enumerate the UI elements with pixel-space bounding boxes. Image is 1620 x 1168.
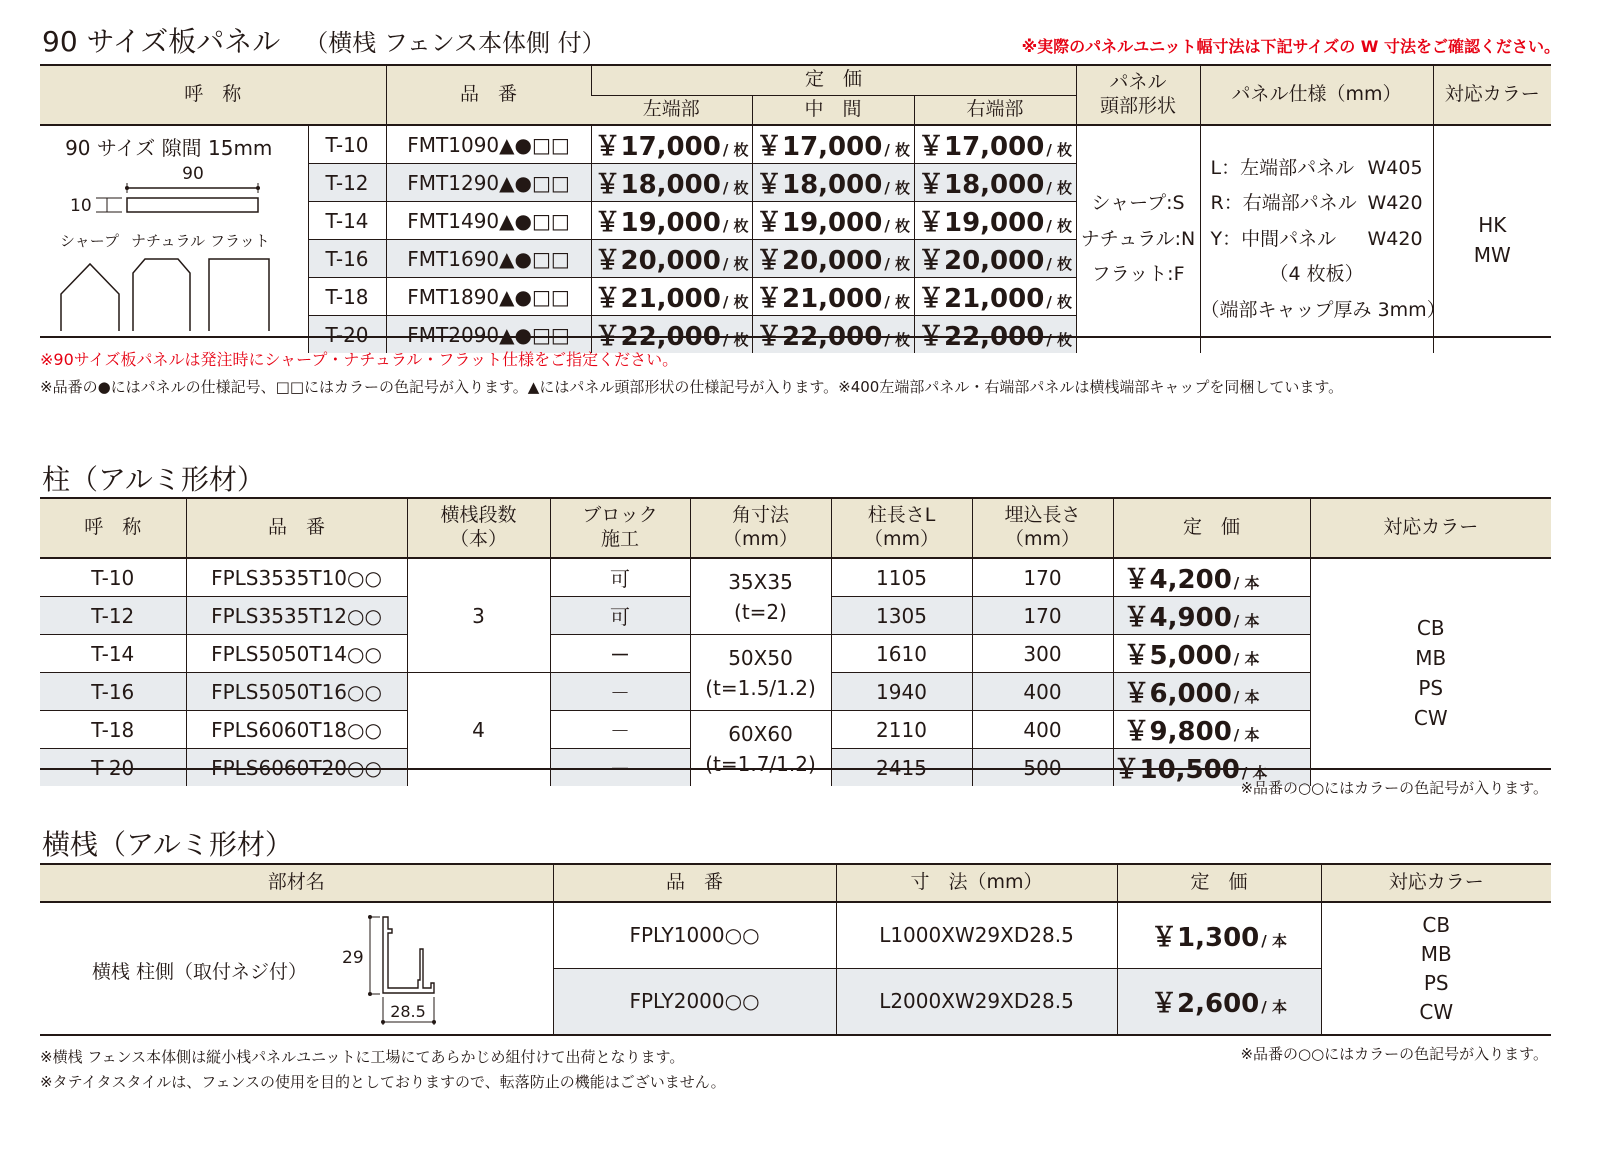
colors-cell	[1310, 558, 1551, 786]
price-unit: / 本	[1233, 650, 1260, 668]
length-cell: 1105	[831, 558, 972, 597]
price-cell	[1117, 968, 1321, 1034]
price-right	[914, 240, 1076, 278]
price-unit: / 枚	[1046, 293, 1073, 311]
diagram-caption: 90 サイズ 隙間 15mm	[65, 136, 273, 160]
part-no-cell: FMT1090▲●□□	[386, 125, 591, 164]
spec-value: W420	[1367, 192, 1423, 215]
embed-cell: 400	[972, 711, 1113, 749]
shape-label-sharp: シャープ	[60, 232, 119, 250]
price-unit: / 本	[1261, 931, 1287, 950]
dim-line: (t=1.5/1.2)	[705, 675, 816, 700]
post-price-table	[40, 497, 1551, 786]
price-left-value: ￥22,000	[594, 322, 721, 352]
price-right	[914, 202, 1076, 240]
spec-value: W405	[1367, 156, 1423, 179]
spec-label: Y：中間パネル	[1210, 227, 1337, 250]
header-block	[550, 498, 690, 558]
price-cell	[1113, 711, 1310, 749]
color-code: CW	[1419, 999, 1454, 1024]
price-right-value: ￥17,000	[918, 132, 1045, 162]
section-size-cell	[690, 635, 831, 711]
header-left-end: 左端部	[591, 95, 752, 125]
panel-diagram-cell	[40, 125, 308, 353]
price-middle-value: ￥17,000	[755, 132, 883, 162]
embed-cell: 500	[972, 749, 1113, 787]
price-right-value: ￥21,000	[918, 284, 1045, 314]
price-middle-value: ￥18,000	[755, 170, 883, 200]
dims-cell: L2000XW29XD28.5	[836, 968, 1117, 1034]
member-name: 横桟 柱側（取付ネジ付）	[92, 961, 308, 983]
price-middle	[752, 240, 914, 278]
part-no-cell: FPLS3535T12○○	[186, 597, 407, 635]
price-middle-value: ￥20,000	[755, 246, 883, 276]
panel-subtitle-text: （横桟 フェンス本体側 付）	[304, 29, 606, 57]
price-unit: / 枚	[1046, 179, 1073, 197]
price-unit: / 枚	[722, 331, 749, 349]
price-left-value: ￥17,000	[594, 132, 721, 162]
price-left	[591, 125, 752, 164]
price-right-value: ￥18,000	[918, 170, 1045, 200]
color-code: CB	[1422, 912, 1451, 937]
header-line: （mm）	[1004, 528, 1081, 550]
block-cell: －	[550, 711, 690, 749]
price-middle	[752, 202, 914, 240]
panel-section-title	[42, 20, 606, 60]
part-no-cell: FMT2090▲●□□	[386, 316, 591, 354]
table-row	[40, 558, 1551, 597]
price-left-value: ￥19,000	[594, 208, 721, 238]
size-cell: T-12	[308, 164, 386, 202]
size-cell: T-16	[308, 240, 386, 278]
section-size-cell	[690, 711, 831, 787]
color-code: CW	[1413, 705, 1448, 730]
price-unit: / 枚	[1046, 217, 1073, 235]
price-right	[914, 316, 1076, 354]
header-post-length	[831, 498, 972, 558]
color-code: PS	[1418, 675, 1444, 700]
part-no-cell: FMT1490▲●□□	[386, 202, 591, 240]
price-unit: / 本	[1233, 726, 1260, 744]
price-unit: / 枚	[722, 255, 749, 273]
price-right-value: ￥22,000	[918, 322, 1045, 352]
color-code: CB	[1416, 615, 1445, 640]
svg-text:10: 10	[70, 196, 92, 216]
embed-cell: 300	[972, 635, 1113, 673]
head-shape-cell	[1076, 125, 1200, 353]
color-code: HK	[1478, 212, 1507, 237]
length-cell: 2415	[831, 749, 972, 787]
table-row	[40, 125, 1551, 164]
color-code: MB	[1415, 645, 1447, 670]
header-colors: 対応カラー	[1433, 65, 1551, 125]
price-unit: / 枚	[884, 141, 911, 159]
section-size-cell	[690, 558, 831, 635]
panel-code-note: ※品番の●にはパネルの仕様記号、□□にはカラーの色記号が入ります。▲にはパネル頭部形状の仕様記号が入ります。※400左端部パネル・右端部パネルは横桟端部キャップを同梱しています。	[40, 378, 1344, 396]
size-cell: T-12	[40, 597, 186, 635]
price-unit: / 枚	[884, 179, 911, 197]
price-cell	[1117, 902, 1321, 968]
header-price: 定 価	[591, 65, 1076, 95]
rail-price-table	[40, 863, 1551, 1034]
header-part-no: 品 番	[553, 864, 836, 902]
header-rail-count	[407, 498, 550, 558]
price-right	[914, 125, 1076, 164]
header-head-shape-line2: 頭部形状	[1100, 95, 1177, 117]
price-cell	[1113, 558, 1310, 597]
spec-line-middle	[1201, 222, 1433, 258]
size-cell: T-16	[40, 673, 186, 711]
panel-order-note: ※90サイズ板パネルは発注時にシャープ・ナチュラル・フラット仕様をご指定ください。	[40, 350, 679, 369]
price-middle	[752, 278, 914, 316]
price-left-value: ￥21,000	[594, 284, 721, 314]
post-table-bottom-rule	[40, 768, 1551, 770]
block-cell: 可	[550, 558, 690, 597]
price-value: ￥1,300	[1151, 922, 1260, 953]
dim-line: 60X60	[728, 721, 793, 746]
price-middle-value: ￥21,000	[755, 284, 883, 314]
header-name: 呼 称	[40, 65, 386, 125]
dim-line: 50X50	[728, 645, 793, 670]
rail-count-cell: 3	[407, 558, 550, 673]
rail-section-title: 横桟（アルミ形材）	[42, 828, 293, 861]
price-left	[591, 278, 752, 316]
length-cell: 2110	[831, 711, 972, 749]
svg-text:90: 90	[182, 164, 204, 184]
header-line: 横桟段数	[440, 504, 517, 527]
price-middle-value: ￥19,000	[755, 208, 883, 238]
spec-value: W420	[1367, 227, 1423, 250]
price-middle	[752, 164, 914, 202]
size-cell: T-10	[308, 125, 386, 164]
rail-factory-note: ※横桟 フェンス本体側は縦小桟パネルユニットに工場にてあらかじめ組付けて出荷となります。	[40, 1048, 685, 1066]
panel-profile-diagram	[40, 161, 308, 331]
svg-text:29: 29	[342, 948, 364, 968]
price-cell	[1113, 635, 1310, 673]
price-unit: / 枚	[722, 179, 749, 197]
block-cell: －	[550, 749, 690, 787]
post-section-title: 柱（アルミ形材）	[42, 463, 265, 496]
colors-cell	[1433, 125, 1551, 353]
header-price: 定 価	[1113, 498, 1310, 558]
block-cell: －	[550, 673, 690, 711]
length-cell: 1305	[831, 597, 972, 635]
price-left	[591, 202, 752, 240]
price-value: ￥9,800	[1123, 717, 1232, 747]
part-no-cell: FPLS5050T14○○	[186, 635, 407, 673]
price-middle	[752, 316, 914, 354]
price-unit: / 本	[1233, 612, 1260, 630]
header-line: 柱長さL	[867, 504, 936, 527]
part-no-cell: FPLS5050T16○○	[186, 673, 407, 711]
size-cell: T-18	[40, 711, 186, 749]
dim-line: (t=2)	[734, 599, 787, 624]
price-left	[591, 164, 752, 202]
panel-table-bottom-rule	[40, 336, 1551, 338]
header-colors: 対応カラー	[1321, 864, 1551, 902]
header-section-size	[690, 498, 831, 558]
rail-color-note: ※品番の○○にはカラーの色記号が入ります。	[1240, 1045, 1548, 1063]
header-dims: 寸 法（mm）	[836, 864, 1117, 902]
header-price: 定 価	[1117, 864, 1321, 902]
header-embed-length	[972, 498, 1113, 558]
header-part-no: 品 番	[186, 498, 407, 558]
price-unit: / 枚	[722, 217, 749, 235]
header-head-shape-line1: パネル	[1109, 71, 1167, 94]
size-cell: T-14	[308, 202, 386, 240]
part-no-cell: FPLS6060T18○○	[186, 711, 407, 749]
embed-cell: 170	[972, 597, 1113, 635]
color-code: MW	[1473, 242, 1511, 267]
color-code: PS	[1423, 970, 1449, 995]
price-value: ￥10,500	[1113, 755, 1240, 785]
price-middle	[752, 125, 914, 164]
price-value: ￥6,000	[1123, 679, 1232, 709]
embed-cell: 170	[972, 558, 1113, 597]
colors-cell	[1321, 902, 1551, 1034]
header-spec: パネル仕様（mm）	[1200, 65, 1433, 125]
block-cell: －	[550, 635, 690, 673]
price-right-value: ￥19,000	[918, 208, 1045, 238]
price-unit: / 本	[1241, 764, 1268, 782]
dim-line: (t=1.7/1.2)	[705, 751, 816, 776]
length-cell: 1940	[831, 673, 972, 711]
svg-text:28.5: 28.5	[390, 1002, 426, 1021]
price-value: ￥4,900	[1123, 603, 1232, 633]
table-row	[40, 902, 1551, 968]
header-head-shape	[1076, 65, 1200, 125]
header-line: 埋込長さ	[1004, 504, 1081, 527]
size-cell: T-18	[308, 278, 386, 316]
spec-count: （4 枚板）	[1269, 263, 1364, 286]
dim-line: 35X35	[728, 569, 793, 594]
header-middle: 中 間	[752, 95, 914, 125]
shape-label-natural: ナチュラル	[131, 232, 206, 250]
spec-line-right	[1201, 186, 1433, 222]
price-unit: / 枚	[884, 217, 911, 235]
header-line: 施工	[600, 528, 639, 550]
header-right-end: 右端部	[914, 95, 1076, 125]
rail-count-cell: 4	[407, 673, 550, 787]
price-unit: / 枚	[884, 255, 911, 273]
price-left-value: ￥18,000	[594, 170, 721, 200]
size-cell: T-20	[40, 749, 186, 787]
price-cell	[1113, 597, 1310, 635]
price-unit: / 本	[1261, 997, 1287, 1016]
dims-cell: L1000XW29XD28.5	[836, 902, 1117, 968]
price-right	[914, 164, 1076, 202]
price-value: ￥5,000	[1123, 641, 1232, 671]
part-no-cell: FPLY2000○○	[553, 968, 836, 1034]
color-code: MB	[1420, 941, 1452, 966]
price-unit: / 枚	[884, 331, 911, 349]
header-member: 部材名	[40, 864, 553, 902]
header-colors: 対応カラー	[1310, 498, 1551, 558]
part-no-cell: FPLS6060T20○○	[186, 749, 407, 787]
price-unit: / 枚	[1046, 141, 1073, 159]
panel-width-warning: ※実際のパネルユニット幅寸法は下記サイズの W 寸法をご確認ください。	[1021, 37, 1560, 56]
panel-title-text: 90 サイズ板パネル	[42, 25, 281, 58]
part-no-cell: FPLS3535T10○○	[186, 558, 407, 597]
price-cell	[1113, 673, 1310, 711]
rail-safety-note: ※タテイタスタイルは、フェンスの使用を目的としておりますので、転落防止の機能はございません。	[40, 1073, 726, 1091]
part-no-cell: FPLY1000○○	[553, 902, 836, 968]
header-line: （本）	[449, 528, 507, 550]
shape-label-flat: フラット	[210, 232, 270, 250]
member-cell	[40, 902, 553, 1034]
price-unit: / 本	[1233, 574, 1260, 592]
header-name: 呼 称	[40, 498, 186, 558]
price-unit: / 枚	[884, 293, 911, 311]
part-no-cell: FMT1690▲●□□	[386, 240, 591, 278]
header-line: ブロック	[582, 504, 658, 527]
price-unit: / 本	[1233, 688, 1260, 706]
price-unit: / 枚	[722, 293, 749, 311]
spec-line-left	[1201, 151, 1433, 187]
price-left	[591, 240, 752, 278]
embed-cell: 400	[972, 673, 1113, 711]
price-unit: / 枚	[1046, 255, 1073, 273]
rail-profile-diagram	[340, 907, 490, 1032]
head-shape-flat: フラット:F	[1091, 263, 1185, 286]
size-cell: T-20	[308, 316, 386, 354]
part-no-cell: FMT1290▲●□□	[386, 164, 591, 202]
length-cell: 1610	[831, 635, 972, 673]
head-shape-natural: ナチュラル:N	[1080, 227, 1196, 250]
head-shape-sharp: シャープ:S	[1091, 192, 1185, 215]
header-line: 角寸法	[731, 504, 789, 527]
size-cell: T-10	[40, 558, 186, 597]
price-middle-value: ￥22,000	[755, 322, 883, 352]
header-line: （mm）	[722, 528, 799, 550]
price-right-value: ￥20,000	[918, 246, 1045, 276]
spec-label: R：右端部パネル	[1210, 192, 1357, 215]
spec-label: L：左端部パネル	[1210, 156, 1355, 179]
panel-price-table	[40, 64, 1551, 353]
rail-table-bottom-rule	[40, 1034, 1551, 1036]
header-part-no: 品 番	[386, 65, 591, 125]
block-cell: 可	[550, 597, 690, 635]
spec-cell	[1200, 125, 1446, 353]
part-no-cell: FMT1890▲●□□	[386, 278, 591, 316]
spec-cap-thickness: （端部キャップ厚み 3mm）	[1200, 298, 1446, 321]
post-color-note: ※品番の○○にはカラーの色記号が入ります。	[1240, 779, 1548, 797]
price-right	[914, 278, 1076, 316]
header-line: （mm）	[863, 528, 940, 550]
price-unit: / 枚	[722, 141, 749, 159]
price-value: ￥2,600	[1151, 988, 1260, 1019]
price-left-value: ￥20,000	[594, 246, 721, 276]
price-unit: / 枚	[1046, 331, 1073, 349]
size-cell: T-14	[40, 635, 186, 673]
price-value: ￥4,200	[1123, 565, 1232, 595]
